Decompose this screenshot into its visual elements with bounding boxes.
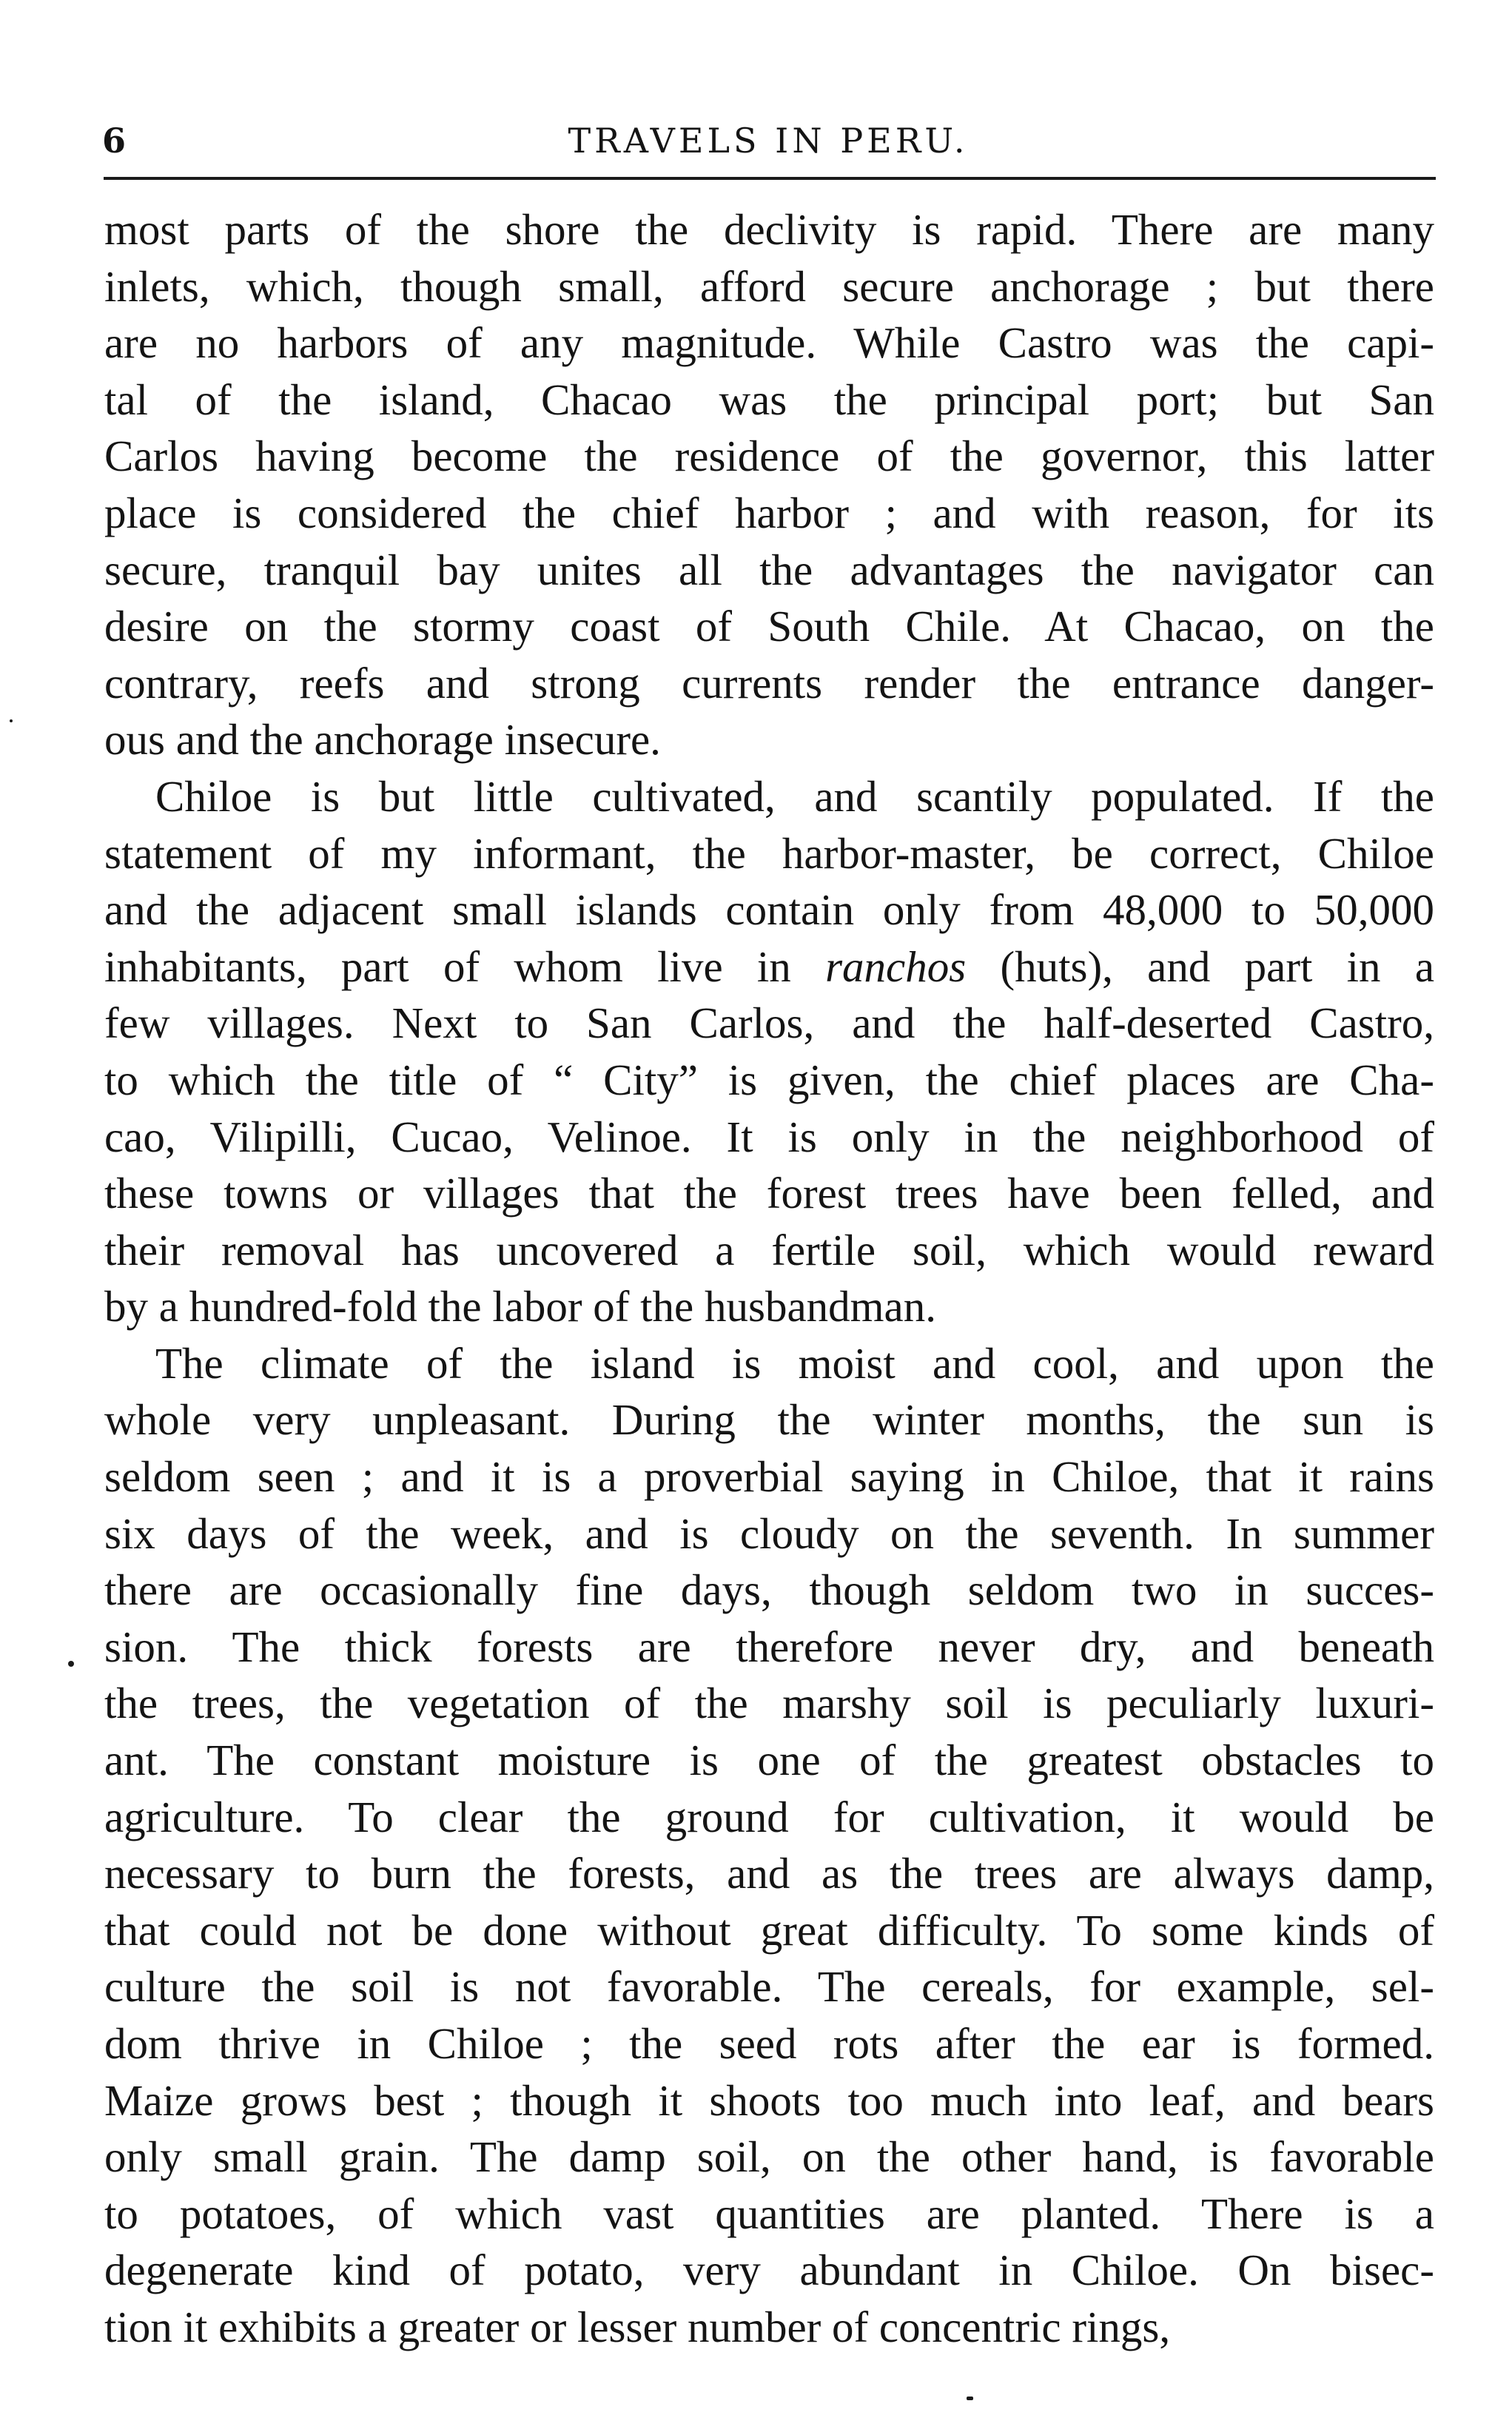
text-line: there are occasionally fine days, though seldom two in succes- [104,1565,1434,1615]
text-line: ant. The constant moisture is one of the greatest obstacles to [104,1736,1434,1785]
text-line: inlets, which, though small, afford secure anchorage ; but there [104,261,1434,311]
italic-word: ranchos [825,941,967,991]
text-line: tal of the island, Chacao was the principal port; but San [104,375,1434,424]
text-line: necessary to burn the forests, and as the trees are always damp, [104,1849,1434,1898]
text-line: these towns or villages that the forest trees have been felled, and [104,1169,1434,1218]
text-line: desire on the stormy coast of South Chile. At Chacao, on the [104,602,1434,651]
text-line: few villages. Next to San Carlos, and the half-deserted Castro, [104,998,1434,1048]
text-line: their removal has uncovered a fertile soil, which would reward [104,1225,1434,1274]
text-line: ous and the anchorage insecure. [104,715,661,765]
text-line: the trees, the vegetation of the marshy soil is peculiarly luxuri- [104,1679,1434,1728]
text-line: most parts of the shore the declivity is rapid. There are many [104,205,1434,254]
text-line: secure, tranquil bay unites all the advantages the navigator can [104,545,1434,594]
text-line: contrary, reefs and strong currents render the entrance danger- [104,658,1434,708]
text-line: Chiloe is but little cultivated, and scantily populated. If the [155,771,1434,821]
paragraph [104,768,1434,1335]
page-number: 6 [102,121,127,161]
text-line: place is considered the chief harbor ; and with reason, for its [104,488,1434,537]
text-line: to which the title of “ City” is given, the chief places are Cha- [104,1055,1434,1104]
text-line: six days of the week, and is cloudy on the seventh. In summer [104,1508,1434,1558]
text-line: inhabitants, part of whom live in ranchos (huts), and part in a [104,941,1435,991]
text-line: and the adjacent small islands contain only from 48,000 to 50,000 [104,885,1434,935]
text-line: to potatoes, of which vast quantities are planted. There is a [104,2189,1434,2238]
text-line: dom thrive in Chiloe ; the seed rots after the ear is formed. [104,2019,1434,2068]
text-line: degenerate kind of potato, very abundant in Chiloe. On bisec- [104,2246,1434,2295]
text-line: The climate of the island is moist and cool, and upon the [155,1338,1434,1388]
text-line: by a hundred-fold the labor of the husbandman. [104,1282,936,1331]
body-text [104,201,1434,2356]
text-line: only small grain. The damp soil, on the other hand, is favorable [104,2132,1434,2182]
running-head [102,111,1434,170]
text-line: agriculture. To clear the ground for cultivation, it would be [104,1792,1434,1841]
margin-speck [10,719,13,722]
paragraph [104,1335,1434,2356]
text-line: whole very unpleasant. During the winter months, the sun is [104,1395,1434,1445]
paragraph [104,201,1434,768]
text-line: cao, Vilipilli, Cucao, Velinoe. It is only in the neighborhood of [104,1112,1434,1161]
text-line: statement of my informant, the harbor-master, be correct, Chiloe [104,828,1434,878]
text-line: Maize grows best ; though it shoots too much into leaf, and bears [104,2075,1434,2125]
header-rule [104,177,1436,180]
footer-mark [967,2397,973,2400]
text-line: culture the soil is not favorable. The cereals, for example, sel- [104,1962,1434,2012]
running-title: TRAVELS IN PERU. [568,121,969,161]
text-line: tion it exhibits a greater or lesser number of concentric rings, [104,2302,1171,2351]
text-line: seldom seen ; and it is a proverbial saying in Chiloe, that it rains [104,1452,1434,1502]
text-line: are no harbors of any magnitude. While Castro was the capi- [104,318,1434,368]
text-line: Carlos having become the residence of the governor, this latter [104,431,1434,481]
margin-speck [68,1661,74,1667]
text-line: that could not be done without great difficulty. To some kinds of [104,1905,1434,1955]
text-line: sion. The thick forests are therefore never dry, and beneath [104,1622,1434,1671]
